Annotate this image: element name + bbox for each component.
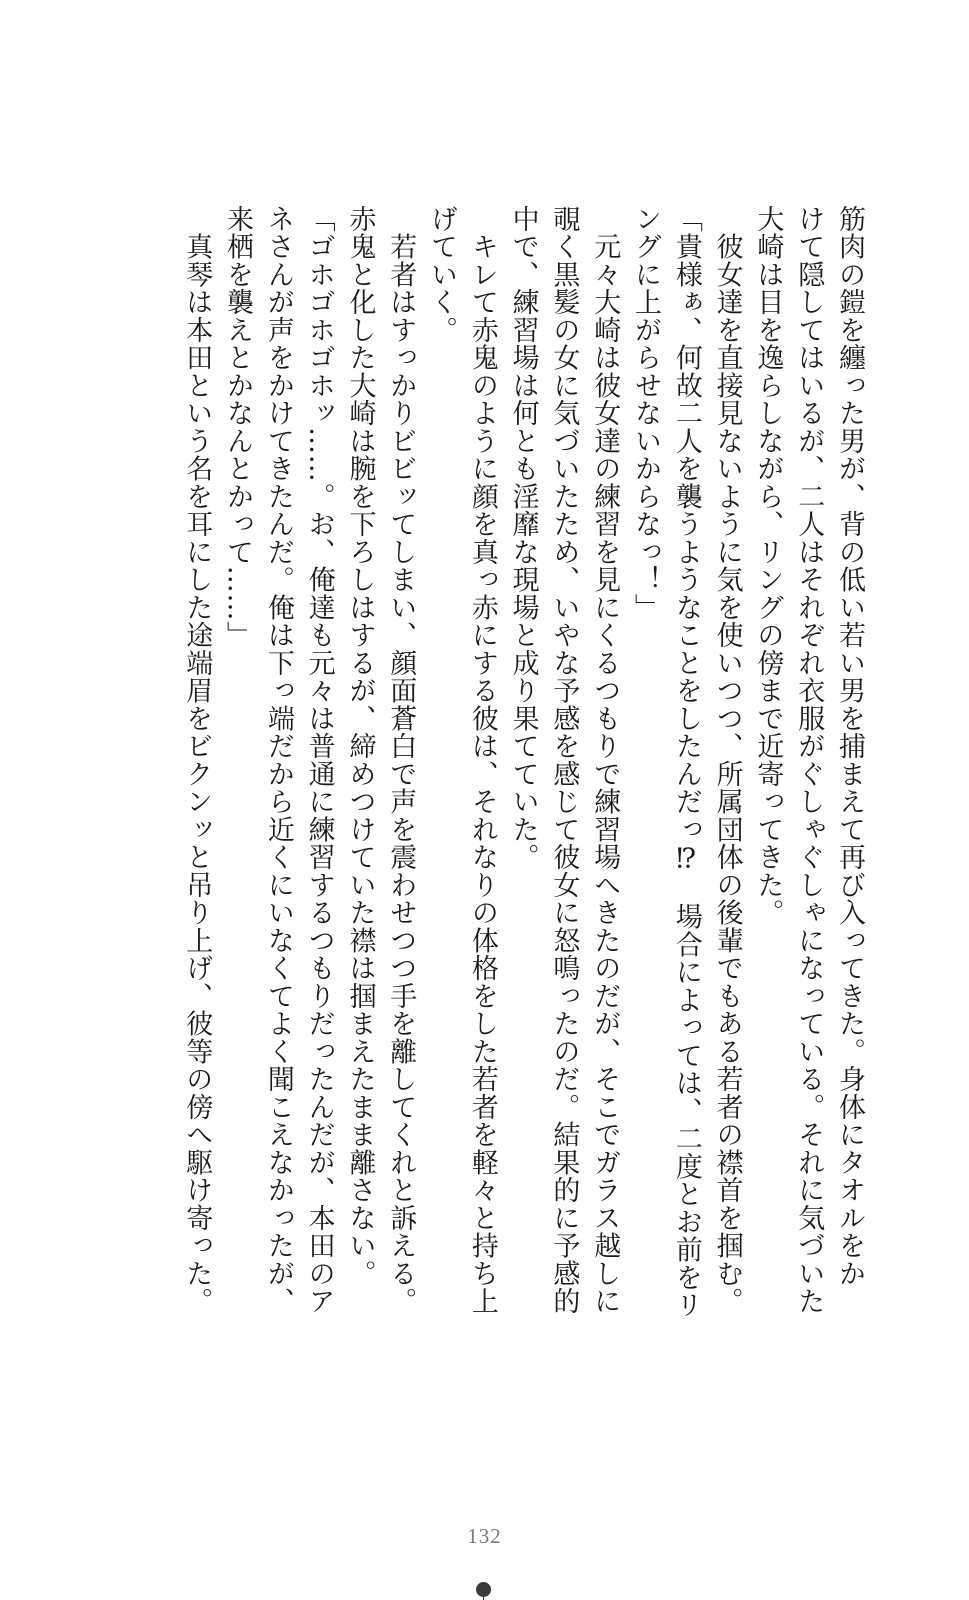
text-line: 覗く黒髪の女に気づいたため、いやな予感を感じて彼女に怒鳴ったのだ。結果的に予感的 [548,205,580,1315]
text-line: 赤鬼と化した大崎は腕を下ろしはするが、締めつけていた襟は掴まえたまま離さない。 [344,205,376,1288]
text-line: ネさんが声をかけてきたんだ。俺は下っ端だから近くにいなくてよく聞こえなかったが、 [262,205,294,1315]
text-line: 大崎は目を逸らしながら、リングの傍まで近寄ってきた。 [752,205,784,927]
page-number: 132 [467,1524,502,1548]
text-line: けて隠してはいるが、二人はそれぞれ衣服がぐしゃぐしゃになっている。それに気づいた [793,205,825,1315]
text-line: 「貴様ぁ、何故二人を襲うようなことをしたんだっ⁉ 場合によっては、二度とお前をリ [670,205,702,1319]
text-line: 真琴は本田という名を耳にした途端眉をビクンッと吊り上げ、彼等の傍へ駆け寄った。 [181,205,213,1315]
text-line: 来栖を襲えとかなんとかって……」 [222,205,254,649]
text-line: 「ゴホゴホゴホッ……。お、俺達も元々は普通に練習するつもりだったんだが、本田のア [303,205,335,1315]
text-line: 元々大崎は彼女達の練習を見にくるつもりで練習場へきたのだが、そこでガラス越しに [589,205,621,1315]
text-line: げていく。 [426,205,458,344]
text-line: キレて赤鬼のように顔を真っ赤にする彼は、それなりの体格をした若者を軽々と持ち上 [466,205,498,1315]
page-marker-line [483,1594,484,1600]
text-line: 彼女達を直接見ないように気を使いつつ、所属団体の後輩でもある若者の襟首を掴む。 [711,205,743,1315]
text-line: ングに上がらせないからなっ！」 [630,205,662,622]
text-line: 筋肉の鎧を纏った男が、背の低い若い男を捕まえて再び入ってきた。身体にタオルをか [834,205,865,1288]
text-line: 若者はすっかりビビッてしまい、顔面蒼白で声を震わせつつ手を離してくれと訴える。 [385,205,417,1315]
body-text [175,205,869,1319]
text-line: 中で、練習場は何とも淫靡な現場と成り果てていた。 [507,205,539,871]
